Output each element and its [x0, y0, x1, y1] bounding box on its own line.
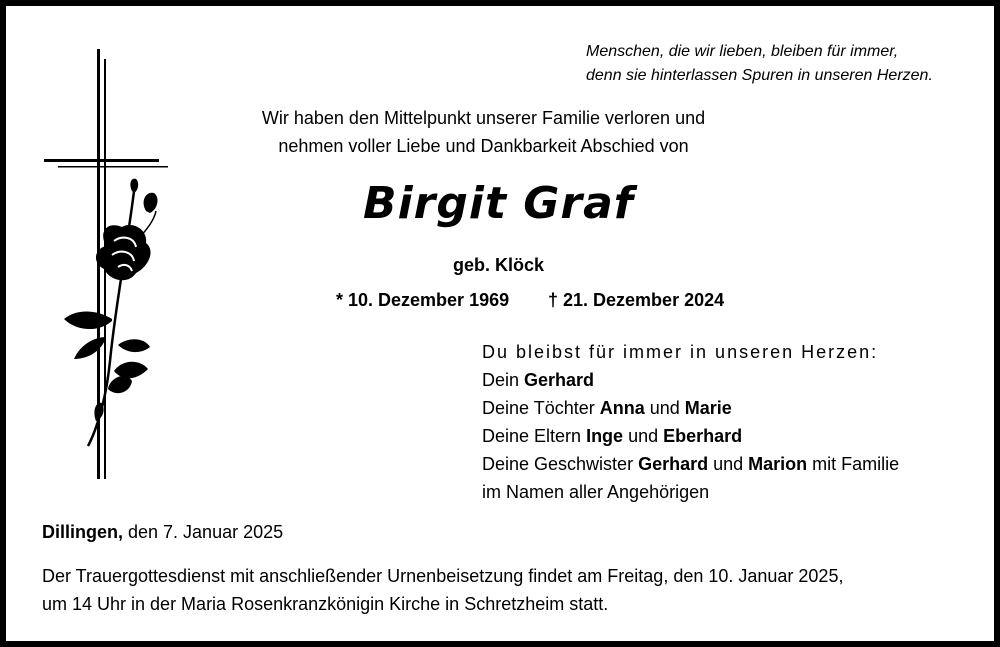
mourners-list [482, 338, 982, 506]
deceased-name: Birgit Graf [363, 178, 634, 229]
mourner-line-3 [482, 422, 982, 450]
mourner-name: Marie [684, 398, 732, 418]
mourner-line-5: im Namen aller Angehörigen [482, 482, 710, 502]
intro-line-2: nehmen voller Liebe und Dankbarkeit Abschied von [278, 136, 689, 156]
mourner-conjunction: und [623, 426, 664, 446]
place-and-date [42, 518, 642, 546]
mourner-line-4 [482, 450, 982, 478]
obituary-card [6, 6, 994, 641]
death-date: † 21. Dezember 2024 [548, 290, 725, 310]
mourner-relation: Deine Eltern [482, 426, 587, 446]
quote-line-1: Menschen, die wir lieben, bleiben für immer, [586, 43, 899, 60]
service-line-1: Der Trauergottesdienst mit anschließender Urnenbeisetzung findet am Freitag, den 10. Januar 2025, [42, 566, 844, 586]
memorial-quote [586, 40, 986, 88]
intro-line-1: Wir haben den Mittelpunkt unserer Familie verloren und [261, 108, 706, 128]
funeral-service-info [42, 562, 972, 618]
cross-with-rose-icon [36, 41, 176, 486]
mourner-line-2 [482, 394, 982, 422]
mourner-line-1 [482, 366, 982, 394]
mourner-name: Marion [748, 454, 808, 474]
mourner-name: Anna [599, 398, 645, 418]
birth-date: * 10. Dezember 1969 [336, 290, 510, 310]
place-city: Dillingen, [42, 522, 123, 542]
place-date: den 7. Januar 2025 [123, 522, 284, 542]
mourner-name: Inge [586, 426, 624, 446]
mourner-relation: Deine Töchter [482, 398, 600, 418]
mourner-relation: Deine Geschwister [482, 454, 639, 474]
service-line-2: um 14 Uhr in der Maria Rosenkranzkönigin Kirche in Schretzheim statt. [42, 594, 609, 614]
mourners-heading: Du bleibst für immer in unseren Herzen: [482, 342, 879, 362]
mourner-conjunction: und [708, 454, 749, 474]
mourner-name: Gerhard [524, 370, 595, 390]
mourner-name: Gerhard [638, 454, 709, 474]
mourner-relation: Dein [482, 370, 525, 390]
maiden-name: geb. Klöck [452, 255, 545, 275]
mourner-conjunction: und [644, 398, 685, 418]
quote-line-2: denn sie hinterlassen Spuren in unseren Herzen. [586, 67, 933, 84]
mourner-suffix: mit Familie [807, 454, 900, 474]
intro-text [206, 104, 761, 160]
mourner-name: Eberhard [663, 426, 743, 446]
